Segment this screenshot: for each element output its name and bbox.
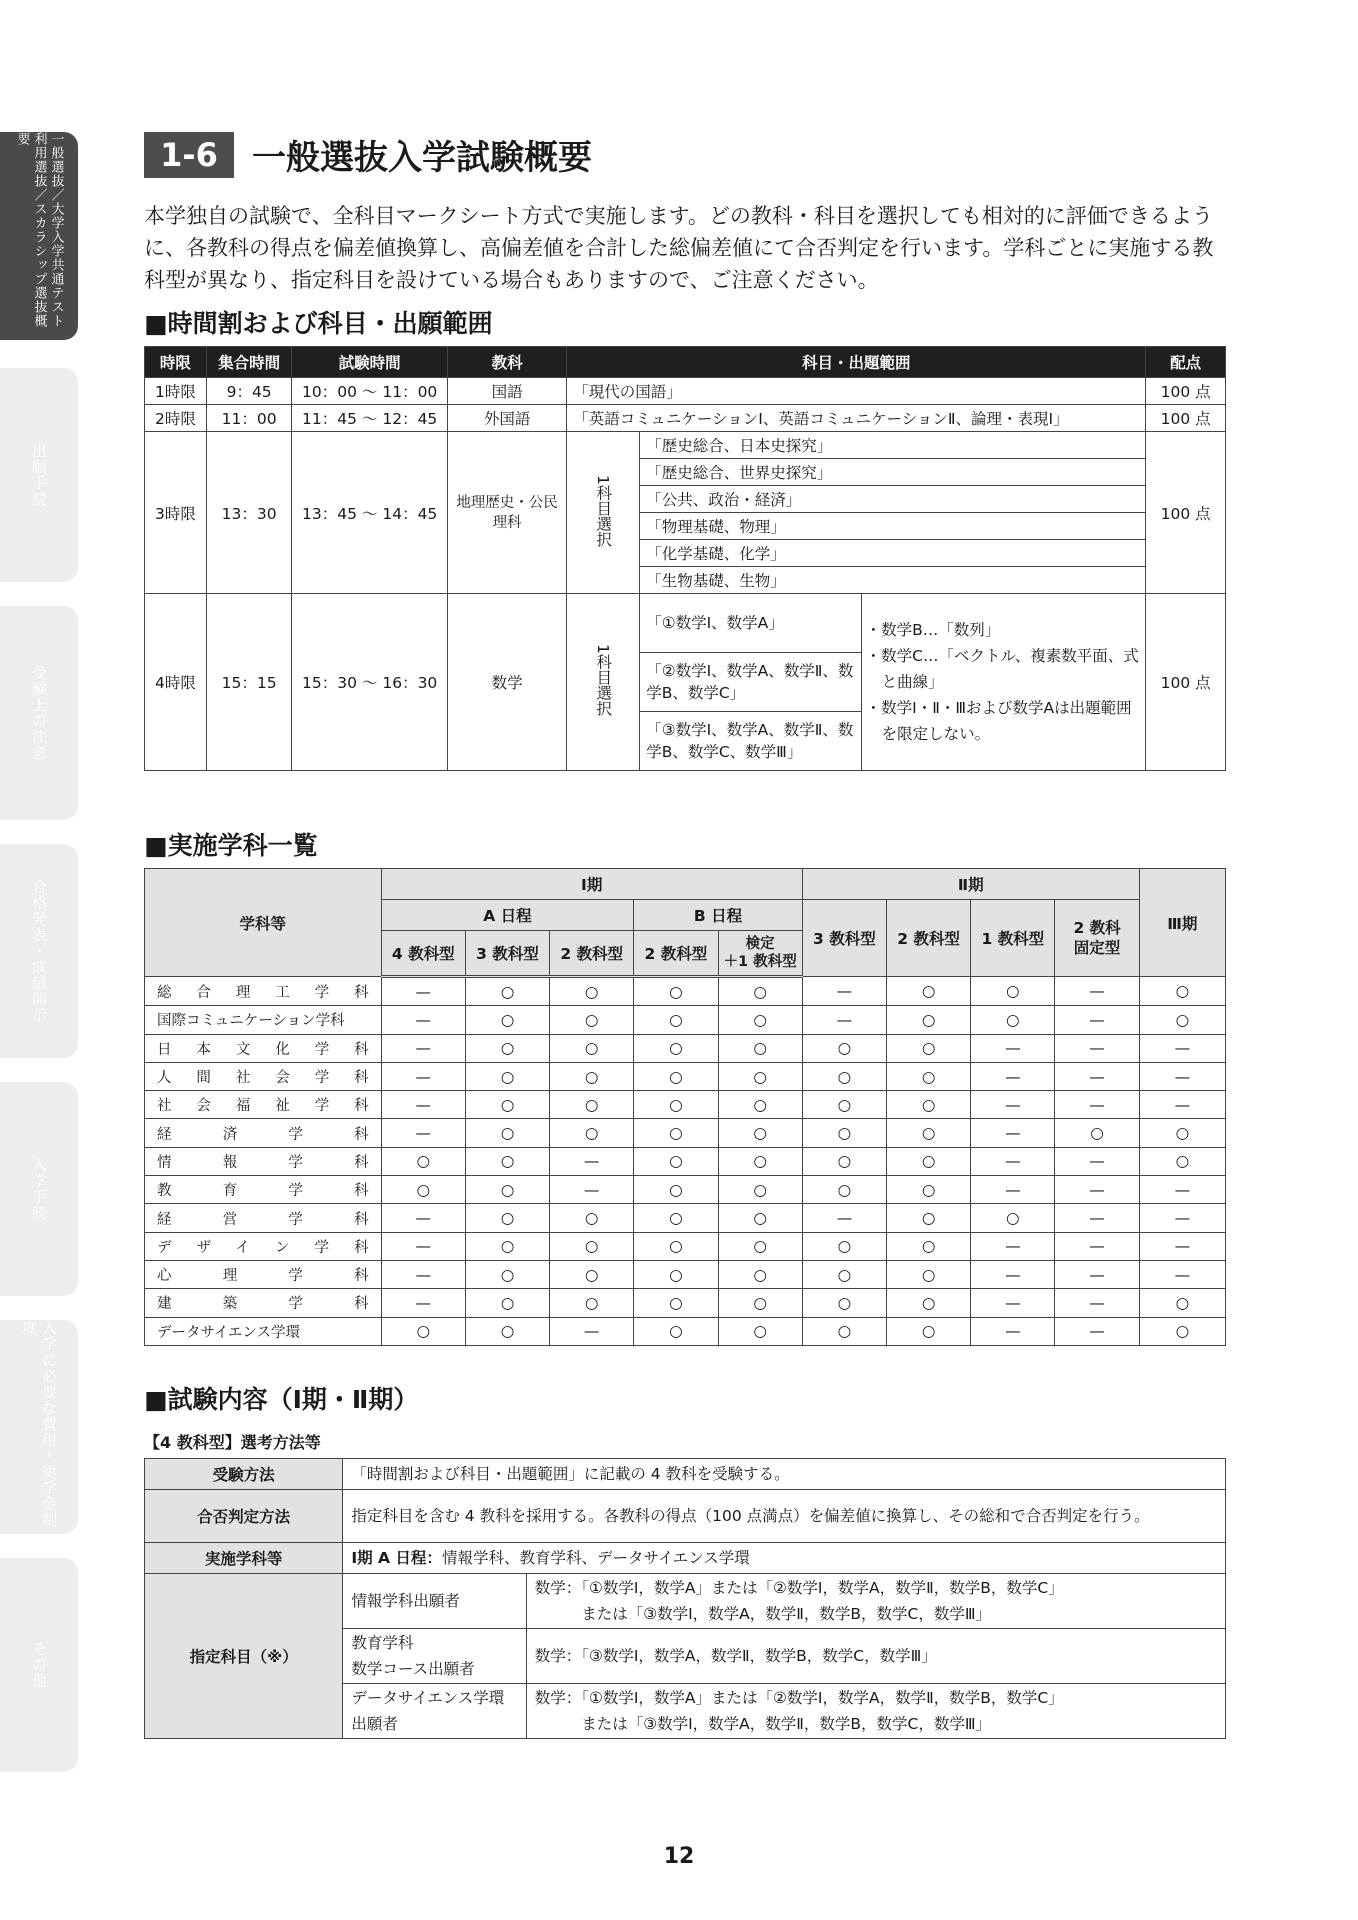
points-cell: 100 点 <box>1146 378 1226 405</box>
availability-cell: ○ <box>718 1232 802 1260</box>
scope-cell: 「歴史総合、日本史探究」 <box>640 432 1146 459</box>
availability-cell: — <box>1055 1062 1139 1090</box>
availability-cell: ○ <box>1139 977 1225 1006</box>
scope-cell: 「現代の国語」 <box>567 378 1146 405</box>
dept-col-header: 学科等 <box>145 869 382 977</box>
dept-name-cell: 経済学科 <box>145 1119 382 1147</box>
points-cell: 100 点 <box>1146 405 1226 432</box>
timetable <box>144 346 1226 771</box>
availability-cell: — <box>381 1204 465 1232</box>
side-tab-label: 合格発表・成績開示 <box>30 879 48 1023</box>
availability-cell: ○ <box>802 1062 886 1090</box>
table-row <box>145 1176 1226 1204</box>
availability-cell: — <box>971 1176 1055 1204</box>
availability-cell: ○ <box>634 1176 718 1204</box>
availability-cell: ○ <box>886 1317 970 1345</box>
availability-cell: ○ <box>381 1176 465 1204</box>
availability-cell: ○ <box>1139 1289 1225 1317</box>
availability-cell: ○ <box>718 1317 802 1345</box>
designated-line: 数学：「③数学Ⅰ，数学A，数学Ⅱ，数学B，数学C，数学Ⅲ」 <box>534 1647 937 1665</box>
dept-name-cell: 人間社会学科 <box>145 1062 382 1090</box>
availability-cell: ○ <box>634 1260 718 1288</box>
designated-subject-cell <box>526 1629 1225 1684</box>
select-one-cell <box>567 432 640 594</box>
availability-cell: ○ <box>1139 1317 1225 1345</box>
availability-cell: ○ <box>634 1232 718 1260</box>
availability-cell: — <box>1055 1034 1139 1062</box>
scope-cell: 「生物基礎、生物」 <box>640 567 1146 594</box>
table-row <box>145 1091 1226 1119</box>
availability-cell: — <box>802 977 886 1006</box>
availability-cell: — <box>971 1062 1055 1090</box>
select-one-label: 1科目選択 <box>594 474 613 547</box>
table-row <box>145 594 1226 653</box>
col-header: 科目・出題範囲 <box>567 347 1146 378</box>
availability-cell: ○ <box>465 1232 549 1260</box>
availability-cell: ○ <box>1139 1006 1225 1034</box>
judge-value: 指定科目を含む 4 教科を採用する。各教科の得点（100 点満点）を偏差値に換算し、その総和で合否判定を行う。 <box>343 1490 1226 1543</box>
availability-cell: ○ <box>802 1147 886 1175</box>
dept-name-cell: 教育学科 <box>145 1176 382 1204</box>
availability-cell: ○ <box>550 1119 634 1147</box>
subject-cell: 外国語 <box>447 405 566 432</box>
table-row <box>145 378 1226 405</box>
gather-time-cell: 11：00 <box>206 405 292 432</box>
availability-cell: ○ <box>465 1006 549 1034</box>
table-row <box>145 1006 1226 1034</box>
availability-cell: ○ <box>886 1034 970 1062</box>
type-header: 3 教科型 <box>465 931 549 977</box>
availability-cell: — <box>971 1034 1055 1062</box>
side-tab-exam-notes[interactable] <box>0 606 78 820</box>
designated-line: または「③数学Ⅰ，数学A，数学Ⅱ，数学B，数学C，数学Ⅲ」 <box>534 1605 992 1623</box>
availability-cell: ○ <box>465 1091 549 1119</box>
availability-cell: ○ <box>550 1062 634 1090</box>
availability-cell: — <box>1055 1317 1139 1345</box>
subject-cell: 地理歴史・公民 理科 <box>447 432 566 594</box>
availability-cell: ○ <box>718 1006 802 1034</box>
gather-time-cell: 15：15 <box>206 594 292 771</box>
side-tab-application[interactable] <box>0 368 78 582</box>
availability-cell: ○ <box>886 1119 970 1147</box>
availability-cell: — <box>971 1119 1055 1147</box>
scope-cell: 「化学基礎、化学」 <box>640 540 1146 567</box>
availability-cell: ○ <box>381 1147 465 1175</box>
availability-cell: ○ <box>550 1034 634 1062</box>
type-header: 4 教科型 <box>381 931 465 977</box>
points-cell: 100 点 <box>1146 432 1226 594</box>
availability-cell: ○ <box>718 1289 802 1317</box>
period1-header: Ⅰ期 <box>381 869 802 900</box>
table-row <box>145 1147 1226 1175</box>
availability-cell: ○ <box>802 1034 886 1062</box>
points-cell: 100 点 <box>1146 594 1226 771</box>
type-header: 2 教科 固定型 <box>1055 900 1139 977</box>
method-label: 受験方法 <box>145 1459 343 1490</box>
availability-cell: ○ <box>718 1091 802 1119</box>
scope-cell: 「③数学Ⅰ、数学A、数学Ⅱ、数学B、数学C、数学Ⅲ」 <box>640 712 861 771</box>
availability-cell: ○ <box>802 1091 886 1119</box>
scope-cell: 「①数学Ⅰ、数学A」 <box>640 594 861 653</box>
availability-cell: — <box>971 1147 1055 1175</box>
availability-cell: ○ <box>718 1147 802 1175</box>
availability-cell: ○ <box>465 1062 549 1090</box>
a-schedule-header: A 日程 <box>381 900 634 931</box>
math-note: ・数学C…「ベクトル、複素数平面、式と曲線」 <box>865 647 1139 691</box>
availability-cell: ○ <box>550 1204 634 1232</box>
exam-time-cell: 11：45 ～ 12：45 <box>292 405 448 432</box>
availability-cell: ○ <box>634 1204 718 1232</box>
timetable-heading: ■時間割および科目・出願範囲 <box>144 309 493 338</box>
period-cell: 2時限 <box>145 405 207 432</box>
availability-cell: ○ <box>465 1176 549 1204</box>
depts-value <box>343 1543 1226 1574</box>
b-schedule-header: B 日程 <box>634 900 802 931</box>
availability-cell: ○ <box>971 977 1055 1006</box>
side-tab-label: 入学手続 <box>30 1157 48 1221</box>
availability-cell: ○ <box>886 1062 970 1090</box>
designated-label: 指定科目（※） <box>145 1574 343 1739</box>
availability-cell: — <box>550 1176 634 1204</box>
exam-time-cell: 15：30 ～ 16：30 <box>292 594 448 771</box>
availability-cell: — <box>1139 1232 1225 1260</box>
col-header: 配点 <box>1146 347 1226 378</box>
availability-cell: ○ <box>465 1034 549 1062</box>
availability-cell: ○ <box>465 1147 549 1175</box>
depts-schedule: Ⅰ期 A 日程： <box>351 1549 442 1567</box>
table-row <box>145 1204 1226 1232</box>
scope-cell: 「物理基礎、物理」 <box>640 513 1146 540</box>
side-tab-label: その他 <box>30 1641 48 1689</box>
type-header: 2 教科型 <box>886 900 970 977</box>
availability-cell: — <box>550 1147 634 1175</box>
table-row <box>145 1260 1226 1288</box>
depts-label: 実施学科等 <box>145 1543 343 1574</box>
availability-cell: ○ <box>550 1289 634 1317</box>
availability-cell: — <box>971 1260 1055 1288</box>
subject-cell: 国語 <box>447 378 566 405</box>
availability-cell: — <box>381 1006 465 1034</box>
math-note: ・数学B…「数列」 <box>865 621 1001 639</box>
departments-heading: ■実施学科一覧 <box>144 831 318 860</box>
dept-header-row <box>145 869 1226 900</box>
dept-name-cell: 心理学科 <box>145 1260 382 1288</box>
scope-cell: 「英語コミュニケーションⅠ、英語コミュニケーションⅡ、論理・表現Ⅰ」 <box>567 405 1146 432</box>
availability-cell: — <box>381 1034 465 1062</box>
availability-cell: — <box>1055 1204 1139 1232</box>
availability-cell: ○ <box>634 1147 718 1175</box>
availability-cell: ○ <box>634 1062 718 1090</box>
designated-line: 数学：「①数学Ⅰ，数学A」または「②数学Ⅰ，数学A，数学Ⅱ，数学B，数学C」 <box>534 1579 1064 1597</box>
applicant-cell: データサイエンス学環 出願者 <box>343 1684 526 1739</box>
timetable-header-row <box>145 347 1226 378</box>
availability-cell: ○ <box>886 977 970 1006</box>
gather-time-cell: 13：30 <box>206 432 292 594</box>
availability-cell: ○ <box>886 1204 970 1232</box>
dept-name-cell: 建築学科 <box>145 1289 382 1317</box>
type-header: 2 教科型 <box>550 931 634 977</box>
col-header: 教科 <box>447 347 566 378</box>
availability-cell: ○ <box>802 1176 886 1204</box>
availability-cell: ○ <box>550 1232 634 1260</box>
col-header: 時限 <box>145 347 207 378</box>
availability-cell: ○ <box>886 1091 970 1119</box>
side-tab-general-selection[interactable] <box>0 132 78 340</box>
availability-cell: ○ <box>971 1204 1055 1232</box>
availability-cell: — <box>381 977 465 1006</box>
availability-cell: — <box>1139 1091 1225 1119</box>
dept-name-cell: 総合理工学科 <box>145 977 382 1006</box>
availability-cell: ○ <box>802 1260 886 1288</box>
availability-cell: ○ <box>634 1091 718 1119</box>
table-row <box>145 1490 1226 1543</box>
col-header: 試験時間 <box>292 347 448 378</box>
side-tab-label: 出願手続 <box>30 443 48 507</box>
page-title: 一般選抜入学試験概要 <box>252 138 592 178</box>
availability-cell: — <box>971 1317 1055 1345</box>
side-tab-label: 入学に必要な費用・奨学金制度 <box>20 1320 58 1528</box>
dept-name-cell: デザイン学科 <box>145 1232 382 1260</box>
availability-cell: ○ <box>550 977 634 1006</box>
availability-cell: ○ <box>550 1091 634 1119</box>
side-tab-results[interactable] <box>0 844 78 1058</box>
availability-cell: ○ <box>1139 1147 1225 1175</box>
period3-header: Ⅲ期 <box>1139 869 1225 977</box>
dept-name-cell: 経営学科 <box>145 1204 382 1232</box>
scope-cell: 「公共、政治・経済」 <box>640 486 1146 513</box>
availability-cell: — <box>381 1232 465 1260</box>
availability-cell: ○ <box>718 977 802 1006</box>
side-tab-label: 一般選抜／大学入学共通テスト利用選抜／スカラシップ選抜概要 <box>14 132 64 328</box>
availability-cell: ○ <box>886 1147 970 1175</box>
availability-cell: ○ <box>465 1119 549 1147</box>
depts-list: 情報学科、教育学科、データサイエンス学環 <box>441 1549 750 1567</box>
table-row <box>145 1459 1226 1490</box>
table-row <box>145 432 1226 459</box>
page-number: 12 <box>663 1844 695 1869</box>
availability-cell: ○ <box>718 1260 802 1288</box>
availability-cell: — <box>1139 1176 1225 1204</box>
availability-cell: — <box>550 1317 634 1345</box>
availability-cell: — <box>971 1289 1055 1317</box>
scope-cell: 「②数学Ⅰ、数学A、数学Ⅱ、数学B、数学C」 <box>640 653 861 712</box>
availability-cell: ○ <box>634 1317 718 1345</box>
availability-cell: ○ <box>1055 1119 1139 1147</box>
content-heading: ■試験内容（Ⅰ期・Ⅱ期） <box>144 1385 419 1414</box>
side-tab-enrollment[interactable] <box>0 1082 78 1296</box>
availability-cell: ○ <box>802 1289 886 1317</box>
judge-label: 合否判定方法 <box>145 1490 343 1543</box>
side-tab-fees[interactable] <box>0 1320 78 1534</box>
table-row <box>145 1119 1226 1147</box>
dept-name-cell: 社会福祉学科 <box>145 1091 382 1119</box>
availability-cell: ○ <box>971 1006 1055 1034</box>
availability-cell: ○ <box>634 1119 718 1147</box>
availability-cell: ○ <box>465 1289 549 1317</box>
designated-line: または「③数学Ⅰ，数学A，数学Ⅱ，数学B，数学C，数学Ⅲ」 <box>534 1715 992 1733</box>
type-header: 検定 ＋1 教科型 <box>718 931 802 977</box>
availability-cell: ○ <box>718 1176 802 1204</box>
col-header: 集合時間 <box>206 347 292 378</box>
availability-cell: — <box>381 1091 465 1119</box>
table-row <box>145 1543 1226 1574</box>
exam-time-cell: 10：00 ～ 11：00 <box>292 378 448 405</box>
availability-cell: ○ <box>1139 1119 1225 1147</box>
availability-cell: ○ <box>550 1006 634 1034</box>
side-tab-label: 受験上の注意 <box>30 665 48 761</box>
dept-name-cell: データサイエンス学環 <box>145 1317 382 1345</box>
availability-cell: — <box>1139 1260 1225 1288</box>
period-cell: 1時限 <box>145 378 207 405</box>
availability-cell: — <box>802 1006 886 1034</box>
availability-cell: — <box>1055 1176 1139 1204</box>
applicant-cell: 教育学科 数学コース出願者 <box>343 1629 526 1684</box>
availability-cell: ○ <box>886 1176 970 1204</box>
table-row <box>145 1232 1226 1260</box>
availability-cell: ○ <box>886 1289 970 1317</box>
side-tab-other[interactable] <box>0 1558 78 1772</box>
availability-cell: — <box>802 1204 886 1232</box>
availability-cell: ○ <box>465 1204 549 1232</box>
availability-cell: ○ <box>634 1034 718 1062</box>
availability-cell: ○ <box>381 1317 465 1345</box>
designated-subject-cell <box>526 1574 1225 1629</box>
availability-cell: — <box>1055 1006 1139 1034</box>
select-one-label: 1科目選択 <box>594 644 613 716</box>
exam-time-cell: 13：45 ～ 14：45 <box>292 432 448 594</box>
availability-cell: — <box>381 1119 465 1147</box>
availability-cell: ○ <box>718 1062 802 1090</box>
select-one-cell <box>567 594 640 771</box>
type-header: 2 教科型 <box>634 931 718 977</box>
availability-cell: ○ <box>802 1317 886 1345</box>
subject-cell: 数学 <box>447 594 566 771</box>
scope-cell: 「歴史総合、世界史探究」 <box>640 459 1146 486</box>
availability-cell: — <box>1055 1260 1139 1288</box>
section-number: 1-6 <box>144 132 234 178</box>
table-row <box>145 1289 1226 1317</box>
period-cell: 4時限 <box>145 594 207 771</box>
availability-cell: ○ <box>465 1260 549 1288</box>
math-notes-cell <box>861 594 1146 771</box>
table-row <box>145 1034 1226 1062</box>
availability-cell: ○ <box>634 1289 718 1317</box>
method-value: 「時間割および科目・出題範囲」に記載の 4 教科を受験する。 <box>343 1459 1226 1490</box>
period-cell: 3時限 <box>145 432 207 594</box>
availability-cell: ○ <box>718 1204 802 1232</box>
type-header: 1 教科型 <box>971 900 1055 977</box>
content-table <box>144 1458 1226 1739</box>
availability-cell: ○ <box>802 1232 886 1260</box>
availability-cell: ○ <box>465 977 549 1006</box>
departments-table <box>144 868 1226 1346</box>
availability-cell: — <box>1139 1034 1225 1062</box>
table-row <box>145 1062 1226 1090</box>
availability-cell: ○ <box>718 1119 802 1147</box>
availability-cell: ○ <box>465 1317 549 1345</box>
type-header: 3 教科型 <box>802 900 886 977</box>
dept-name-cell: 情報学科 <box>145 1147 382 1175</box>
intro-text: 本学独自の試験で、全科目マークシート方式で実施します。どの教科・科目を選択しても相対的に評価できるように、各教科の得点を偏差値換算し、高偏差値を合計した総偏差値にて合否判定を行います。学科ごとに実施する教科型が異なり、指定科目を設けている場合もありますので、ご注意ください。 <box>144 204 1214 292</box>
table-row <box>145 1317 1226 1345</box>
availability-cell: ○ <box>634 977 718 1006</box>
availability-cell: ○ <box>886 1232 970 1260</box>
availability-cell: — <box>1139 1062 1225 1090</box>
content-subheading: 【4 教科型】選考方法等 <box>144 1433 321 1452</box>
availability-cell: — <box>1055 1147 1139 1175</box>
gather-time-cell: 9：45 <box>206 378 292 405</box>
availability-cell: — <box>381 1260 465 1288</box>
math-note: ・数学Ⅰ・Ⅱ・Ⅲおよび数学Aは出題範囲を限定しない。 <box>865 699 1132 743</box>
availability-cell: ○ <box>886 1260 970 1288</box>
availability-cell: — <box>1055 977 1139 1006</box>
dept-name-cell: 日本文化学科 <box>145 1034 382 1062</box>
applicant-cell: 情報学科出願者 <box>343 1574 526 1629</box>
availability-cell: — <box>1055 1289 1139 1317</box>
dept-name-cell: 国際コミュニケーション学科 <box>145 1006 382 1034</box>
availability-cell: ○ <box>550 1260 634 1288</box>
availability-cell: — <box>381 1062 465 1090</box>
availability-cell: — <box>971 1091 1055 1119</box>
period2-header: Ⅱ期 <box>802 869 1139 900</box>
designated-line: 数学：「①数学Ⅰ，数学A」または「②数学Ⅰ，数学A，数学Ⅱ，数学B，数学C」 <box>534 1689 1064 1707</box>
availability-cell: ○ <box>802 1119 886 1147</box>
availability-cell: — <box>1055 1232 1139 1260</box>
availability-cell: ○ <box>718 1034 802 1062</box>
availability-cell: — <box>971 1232 1055 1260</box>
designated-subject-cell <box>526 1684 1225 1739</box>
availability-cell: — <box>1139 1204 1225 1232</box>
availability-cell: — <box>381 1289 465 1317</box>
table-row <box>145 405 1226 432</box>
table-row <box>145 977 1226 1006</box>
availability-cell: — <box>1055 1091 1139 1119</box>
availability-cell: ○ <box>634 1006 718 1034</box>
table-row <box>145 1574 1226 1629</box>
availability-cell: ○ <box>886 1006 970 1034</box>
